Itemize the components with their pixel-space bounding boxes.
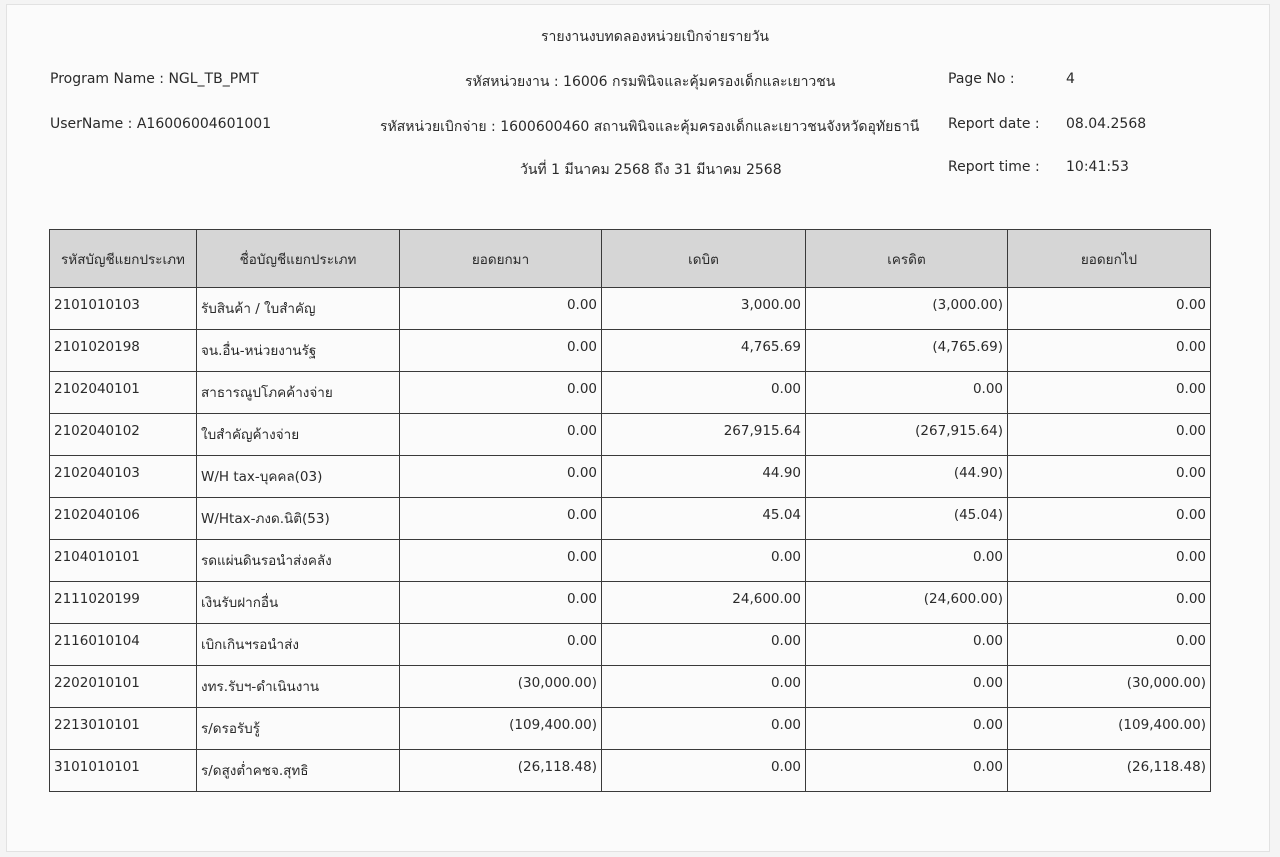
col-credit-header: เครดิต <box>806 230 1008 288</box>
report-period: วันที่ 1 มีนาคม 2568 ถึง 31 มีนาคม 2568 <box>520 162 782 178</box>
table-row <box>50 372 1211 414</box>
report-time-value: 10:41:53 <box>1066 159 1129 175</box>
debit: 0.00 <box>602 708 806 750</box>
username: UserName : A16006004601001 <box>50 116 272 132</box>
debit: 267,915.64 <box>602 414 806 456</box>
carried-forward: (30,000.00) <box>1008 666 1211 708</box>
table-row <box>50 624 1211 666</box>
carried-forward: (26,118.48) <box>1008 750 1211 792</box>
carried-forward: 0.00 <box>1008 288 1211 330</box>
trial-balance-table <box>49 229 1211 792</box>
account-code: 2101010103 <box>50 288 197 330</box>
credit: (44.90) <box>806 456 1008 498</box>
brought-forward: 0.00 <box>400 414 602 456</box>
debit: 0.00 <box>602 540 806 582</box>
page-no-value: 4 <box>1066 71 1075 87</box>
brought-forward: (26,118.48) <box>400 750 602 792</box>
credit: (45.04) <box>806 498 1008 540</box>
col-carried-forward-header: ยอดยกไป <box>1008 230 1211 288</box>
col-debit-header: เดบิต <box>602 230 806 288</box>
table-row <box>50 666 1211 708</box>
credit: 0.00 <box>806 666 1008 708</box>
brought-forward: 0.00 <box>400 330 602 372</box>
brought-forward: 0.00 <box>400 288 602 330</box>
table-row <box>50 750 1211 792</box>
col-brought-forward-header: ยอดยกมา <box>400 230 602 288</box>
carried-forward: 0.00 <box>1008 582 1211 624</box>
report-date-label: Report date : <box>948 116 1040 132</box>
table-row <box>50 498 1211 540</box>
account-code: 2111020199 <box>50 582 197 624</box>
carried-forward: 0.00 <box>1008 540 1211 582</box>
table-row <box>50 414 1211 456</box>
debit: 3,000.00 <box>602 288 806 330</box>
debit: 0.00 <box>602 624 806 666</box>
credit: (267,915.64) <box>806 414 1008 456</box>
account-name: ร/ดรอรับรู้ <box>197 708 400 750</box>
carried-forward: 0.00 <box>1008 372 1211 414</box>
table-row <box>50 708 1211 750</box>
account-code: 2213010101 <box>50 708 197 750</box>
account-name: สาธารณูปโภคค้างจ่าย <box>197 372 400 414</box>
debit: 0.00 <box>602 666 806 708</box>
debit: 0.00 <box>602 372 806 414</box>
account-code: 2102040103 <box>50 456 197 498</box>
agency-code: รหัสหน่วยงาน : 16006 กรมพินิจและคุ้มครองเด็กและเยาวชน <box>465 74 836 90</box>
credit: 0.00 <box>806 708 1008 750</box>
account-name: W/Htax-ภงด.นิติ(53) <box>197 498 400 540</box>
account-code: 2101020198 <box>50 330 197 372</box>
carried-forward: 0.00 <box>1008 330 1211 372</box>
page-no-label: Page No : <box>948 71 1015 87</box>
table-header-row <box>50 230 1211 288</box>
credit: 0.00 <box>806 540 1008 582</box>
account-name: รดแผ่นดินรอนำส่งคลัง <box>197 540 400 582</box>
program-name: Program Name : NGL_TB_PMT <box>50 71 259 87</box>
account-code: 2102040102 <box>50 414 197 456</box>
brought-forward: 0.00 <box>400 372 602 414</box>
brought-forward: (109,400.00) <box>400 708 602 750</box>
account-name: เบิกเกินฯรอนำส่ง <box>197 624 400 666</box>
credit: (24,600.00) <box>806 582 1008 624</box>
debit: 4,765.69 <box>602 330 806 372</box>
brought-forward: 0.00 <box>400 540 602 582</box>
credit: 0.00 <box>806 624 1008 666</box>
credit: 0.00 <box>806 750 1008 792</box>
carried-forward: (109,400.00) <box>1008 708 1211 750</box>
brought-forward: 0.00 <box>400 624 602 666</box>
table-row <box>50 582 1211 624</box>
credit: 0.00 <box>806 372 1008 414</box>
brought-forward: 0.00 <box>400 582 602 624</box>
col-account-code-header: รหัสบัญชีแยกประเภท <box>50 230 197 288</box>
table-row <box>50 330 1211 372</box>
account-name: จน.อื่น-หน่วยงานรัฐ <box>197 330 400 372</box>
debit: 44.90 <box>602 456 806 498</box>
table-row <box>50 540 1211 582</box>
disbursing-unit-code: รหัสหน่วยเบิกจ่าย : 1600600460 สถานพินิจและคุ้มครองเด็กและเยาวชนจังหวัดอุทัยธานี <box>380 119 920 135</box>
account-code: 2116010104 <box>50 624 197 666</box>
debit: 0.00 <box>602 750 806 792</box>
brought-forward: 0.00 <box>400 456 602 498</box>
credit: (4,765.69) <box>806 330 1008 372</box>
brought-forward: (30,000.00) <box>400 666 602 708</box>
account-name: W/H tax-บุคคล(03) <box>197 456 400 498</box>
account-name: ร/ดสูงต่ำคชจ.สุทธิ <box>197 750 400 792</box>
account-name: รับสินค้า / ใบสำคัญ <box>197 288 400 330</box>
report-time-label: Report time : <box>948 159 1040 175</box>
table-row <box>50 456 1211 498</box>
account-code: 2102040101 <box>50 372 197 414</box>
report-title: รายงานงบทดลองหน่วยเบิกจ่ายรายวัน <box>540 29 769 45</box>
carried-forward: 0.00 <box>1008 498 1211 540</box>
brought-forward: 0.00 <box>400 498 602 540</box>
report-date-value: 08.04.2568 <box>1066 116 1147 132</box>
account-name: ใบสำคัญค้างจ่าย <box>197 414 400 456</box>
account-code: 3101010101 <box>50 750 197 792</box>
account-code: 2202010101 <box>50 666 197 708</box>
account-code: 2102040106 <box>50 498 197 540</box>
table-row <box>50 288 1211 330</box>
col-account-name-header: ชื่อบัญชีแยกประเภท <box>197 230 400 288</box>
account-name: เงินรับฝากอื่น <box>197 582 400 624</box>
carried-forward: 0.00 <box>1008 624 1211 666</box>
carried-forward: 0.00 <box>1008 456 1211 498</box>
account-name: งทร.รับฯ-ดำเนินงาน <box>197 666 400 708</box>
debit: 24,600.00 <box>602 582 806 624</box>
carried-forward: 0.00 <box>1008 414 1211 456</box>
credit: (3,000.00) <box>806 288 1008 330</box>
debit: 45.04 <box>602 498 806 540</box>
account-code: 2104010101 <box>50 540 197 582</box>
